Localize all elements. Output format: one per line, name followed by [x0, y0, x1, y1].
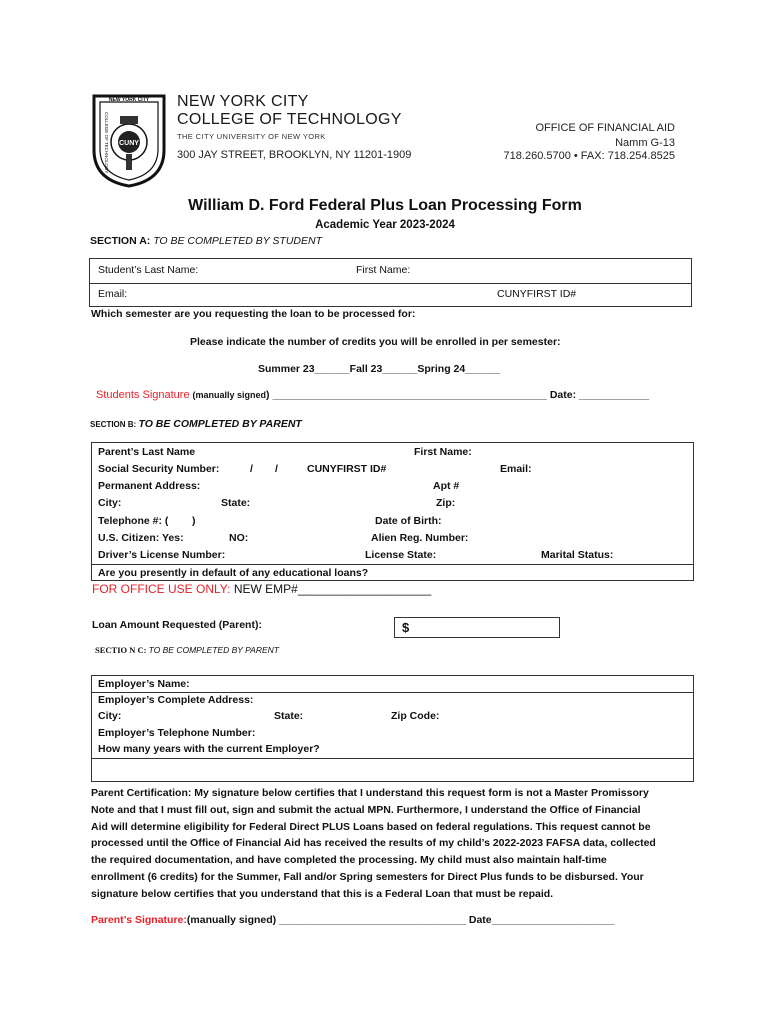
student-signature-line[interactable]: Students Signature (manually signed) _______________________________________________ Date: ____________: [96, 389, 650, 401]
employer-info-box: [91, 675, 694, 782]
student-info-box: [89, 258, 692, 307]
parent-email-field[interactable]: Email:: [500, 463, 532, 475]
office-use-label: FOR OFFICE USE ONLY:: [92, 582, 231, 596]
parent-signature-label: Parent’s Signature:: [91, 914, 187, 926]
form-title: William D. Ford Federal Plus Loan Processing Form: [188, 197, 582, 214]
college-address: 300 JAY STREET, BROOKLYN, NY 11201-1909: [177, 149, 412, 161]
credits-question: Please indicate the number of credits you will be enrolled in per semester:: [190, 336, 561, 348]
parent-cunyfirst-field[interactable]: CUNYFIRST ID#: [307, 463, 387, 475]
semester-question: Which semester are you requesting the loan to be processed for:: [91, 308, 416, 320]
university-name: THE CITY UNIVERSITY OF NEW YORK: [177, 132, 326, 141]
marital-status-field[interactable]: Marital Status:: [541, 549, 614, 561]
student-first-name-field[interactable]: First Name:: [356, 264, 411, 276]
employer-address-field[interactable]: Employer’s Complete Address:: [98, 694, 254, 706]
office-phone: 718.260.5700 • FAX: 718.254.8525: [503, 150, 675, 162]
employer-name-field[interactable]: Employer’s Name:: [98, 678, 190, 690]
student-email-field[interactable]: Email:: [98, 288, 128, 300]
citizen-no-field[interactable]: NO:: [229, 532, 249, 544]
seal-text-side: COLLEGE OF TECHNOLOGY: [104, 112, 109, 174]
section-c-heading: SECTIO N C: TO BE COMPLETED BY PARENT: [95, 645, 279, 655]
loan-amount-label: Loan Amount Requested (Parent):: [92, 619, 262, 631]
parent-info-box: Parent’s Last Name First Name: Social Security Number: / / CUNYFIRST ID# Email: Permanent Address: Apt # City: State: Zip: Telephone #: ( ) Date of Birth: U.S. Citizen: Yes: NO: Alien Reg. Number: Driver’s License Number: License State: Marital Status: Are you presently in default of any educational loans?: [91, 442, 694, 581]
student-signature-label: Students Signature: [96, 389, 190, 401]
academic-year: Academic Year 2023-2024: [315, 219, 455, 231]
office-room: Namm G-13: [615, 137, 675, 149]
license-state-field[interactable]: License State:: [365, 549, 437, 561]
parent-state-field[interactable]: State:: [221, 497, 251, 509]
student-last-name-field[interactable]: Student’s Last Name:: [98, 264, 199, 276]
seal-text-top: NEW YORK CITY: [108, 97, 150, 103]
employer-phone-field[interactable]: Employer’s Telephone Number:: [98, 727, 256, 739]
parent-apt-field[interactable]: Apt #: [433, 480, 460, 492]
parent-ssn-field[interactable]: Social Security Number:: [98, 463, 220, 475]
employer-state-field[interactable]: State:: [274, 710, 304, 722]
parent-dob-field[interactable]: Date of Birth:: [375, 515, 442, 527]
employer-years-field[interactable]: How many years with the current Employer?: [98, 743, 320, 755]
alien-reg-field[interactable]: Alien Reg. Number:: [371, 532, 469, 544]
office-use-line: FOR OFFICE USE ONLY: NEW EMP#____________________: [92, 582, 432, 596]
citizen-yes-field[interactable]: U.S. Citizen: Yes:: [98, 532, 184, 544]
loan-amount-input[interactable]: [394, 617, 560, 638]
seal-center-text: CUNY: [119, 140, 139, 147]
parent-first-name-field[interactable]: First Name:: [414, 446, 472, 458]
college-name-line1: NEW YORK CITY: [177, 93, 309, 110]
currency-symbol: $: [402, 620, 410, 635]
college-name-line2: COLLEGE OF TECHNOLOGY: [177, 111, 402, 128]
section-b-heading: SECTION B: TO BE COMPLETED BY PARENT: [90, 418, 302, 430]
semester-credits-line[interactable]: Summer 23______Fall 23______Spring 24______: [258, 363, 501, 375]
parent-last-name-field[interactable]: Parent’s Last Name: [98, 446, 196, 458]
section-a-heading: SECTION A: TO BE COMPLETED BY STUDENT: [90, 235, 323, 247]
default-question[interactable]: Are you presently in default of any educational loans?: [98, 567, 369, 579]
employer-zip-field[interactable]: Zip Code:: [391, 710, 440, 722]
employer-city-field[interactable]: City:: [98, 710, 122, 722]
parent-certification: Parent Certification: My signature below certifies that I understand this request form is not a Master Promissory Note and that I must fill out, sign and submit the actual MPN. Furthermore, I understand the Office of Financial Aid will determine eligibility for Federal Direct PLUS Loans based on federal regulations. This request cannot be processed until the Office of Financial Aid has received the results of my child’s 2022-2023 FAFSA data, collected the required documentation, and have completed the processing. My child must also maintain half-time enrollment (6 credits) for the Summer, Fall and/or Spring semesters for Direct Plus funds to be disbursed. Your signature below certifies that you understand that this is a Federal Loan that must be repaid.: [91, 787, 656, 900]
parent-zip-field[interactable]: Zip:: [436, 497, 456, 509]
parent-address-field[interactable]: Permanent Address:: [98, 480, 201, 492]
parent-telephone-field[interactable]: Telephone #: (: [98, 515, 169, 527]
drivers-license-field[interactable]: Driver’s License Number:: [98, 549, 226, 561]
college-seal: [90, 92, 168, 188]
parent-signature-line[interactable]: Parent’s Signature:(manually signed) ________________________________ Date_____________________: [91, 914, 615, 926]
office-name: OFFICE OF FINANCIAL AID: [535, 122, 675, 134]
parent-city-field[interactable]: City:: [98, 497, 122, 509]
student-cunyfirst-field[interactable]: CUNYFIRST ID#: [497, 288, 577, 300]
